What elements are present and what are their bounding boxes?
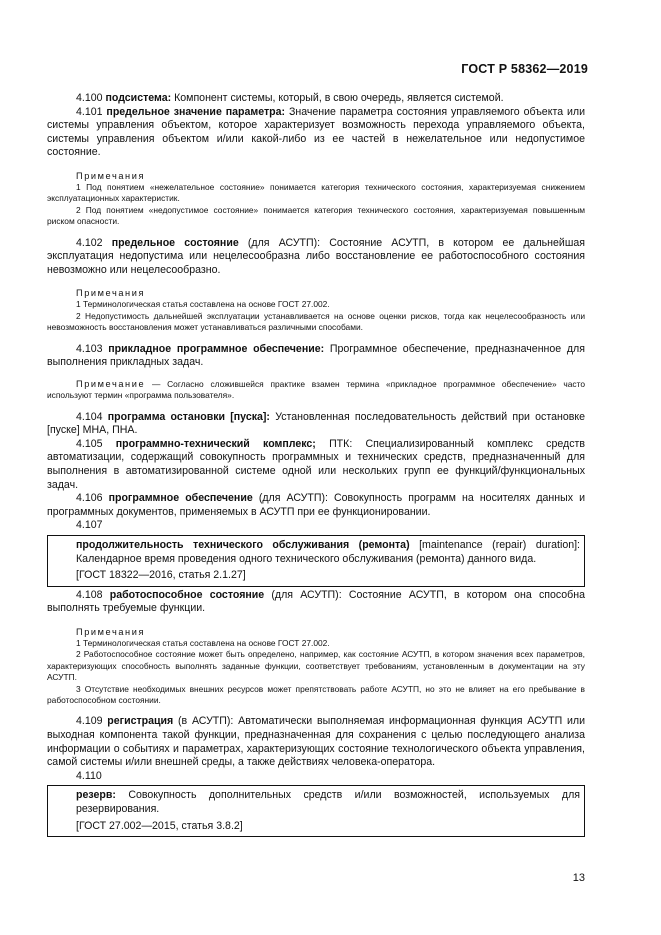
notes-title: Примечания bbox=[76, 626, 146, 637]
entry-number-4-107: 4.107 bbox=[76, 519, 103, 532]
note-label: Примечание bbox=[76, 378, 146, 389]
note-inline bbox=[47, 379, 585, 402]
note-item: 2 Недопустимость дальнейшей эксплуатации устанавливается на основе оценки рисков, тогда как нецелесообразность или невозможность восстановления может устанавливаться различными способами. bbox=[47, 310, 585, 333]
entry-4-101 bbox=[47, 106, 585, 160]
notes-title: Примечания bbox=[76, 170, 146, 181]
entry-4-100 bbox=[47, 92, 585, 106]
entry-number: 4.109 bbox=[76, 715, 103, 728]
entry-definition: Совокупность программ на носителях данных и программных документов, применяемых в АСУТП при ее функционировании. bbox=[47, 492, 585, 518]
entry-term: подсистема: bbox=[105, 92, 172, 104]
entry-definition: [maintenance (repair) duration]: Календарное время проведения одного технического обслуживания (ремонта) данного вида. bbox=[76, 538, 580, 565]
source-reference: [ГОСТ 18322—2016, статья 2.1.27] bbox=[76, 569, 246, 582]
entry-number: 4.101 bbox=[76, 105, 103, 118]
note-item: 1 Под понятием «нежелательное состояние» понимается категория технического состояния, характеризуемая снижением эксплуатационных характеристик. bbox=[47, 181, 585, 204]
boxed-definition bbox=[76, 539, 580, 566]
boxed-term-4-110 bbox=[47, 785, 585, 837]
notes-title: Примечания bbox=[76, 288, 146, 299]
entry-definition: Совокупность дополнительных средств и/или возможностей, используемых для резервирования. bbox=[76, 789, 580, 815]
entry-number: 4.106 bbox=[76, 492, 103, 505]
entry-qualifier: (для АСУТП): bbox=[247, 236, 321, 249]
entry-term: программа остановки [пуска]: bbox=[107, 410, 270, 423]
entry-4-104 bbox=[47, 411, 585, 438]
entry-number: 4.103 bbox=[76, 342, 103, 355]
entry-number: 4.105 bbox=[76, 437, 103, 450]
entry-4-109 bbox=[47, 715, 585, 769]
entry-qualifier: (для АСУТП): bbox=[258, 492, 328, 505]
entry-term: предельное состояние bbox=[111, 236, 239, 249]
note-item: 3 Отсутствие необходимых внешних ресурсов может препятствовать работе АСУТП, но это не влияет на его пребывание в работоспособном состоянии. bbox=[47, 683, 585, 705]
entry-term: программное обеспечение bbox=[108, 492, 253, 505]
entry-number: 4.108 bbox=[76, 588, 103, 601]
entry-qualifier: (в АСУТП): bbox=[178, 715, 234, 728]
entry-term: резерв: bbox=[76, 789, 116, 802]
entry-definition: Значение параметра состояния управляемого объекта или системы управления объектом, которое характеризует возможность перехода управляемого объекта, системы управления объектом и/или какой-либо из ее частей в нежелательное или недопустимое состояние. bbox=[47, 105, 585, 159]
boxed-term-4-107 bbox=[47, 535, 585, 587]
note-text: — Согласно сложившейся практике взамен термина «прикладное программное обеспечение» часто используют термин «программа пользователя». bbox=[47, 378, 586, 401]
entry-4-108 bbox=[47, 589, 585, 616]
page-number: 13 bbox=[572, 872, 585, 884]
note-item: 1 Терминологическая статья составлена на основе ГОСТ 27.002. bbox=[76, 299, 330, 310]
source-reference: [ГОСТ 27.002—2015, статья 3.8.2] bbox=[76, 819, 243, 832]
entry-number-4-110: 4.110 bbox=[76, 769, 102, 782]
note-item: 1 Терминологическая статья составлена на основе ГОСТ 27.002. bbox=[76, 637, 330, 648]
entry-term: продолжительность технического обслуживания (ремонта) bbox=[76, 538, 410, 551]
entry-4-103 bbox=[47, 343, 585, 370]
entry-number: 4.100 bbox=[76, 92, 103, 104]
entry-4-105 bbox=[47, 438, 585, 492]
entry-definition: ПТК: Специализированный комплекс средств автоматизации, содержащий совокупность программных и технических средств, предназначенный для выполнения в автоматизированной системе одной или нескольких групп ее функций/функциональных задач. bbox=[47, 437, 585, 491]
entry-qualifier: (для АСУТП): bbox=[271, 588, 342, 601]
entry-term: предельное значение параметра: bbox=[106, 105, 286, 118]
entry-term: регистрация bbox=[107, 715, 174, 728]
entry-definition: Состояние АСУТП, в котором она способна выполнять требуемые функции. bbox=[47, 588, 585, 615]
entry-term: программно-технический комплекс; bbox=[115, 437, 316, 450]
entry-term: прикладное программное обеспечение: bbox=[108, 342, 325, 355]
entry-number: 4.102 bbox=[76, 236, 103, 249]
entry-4-106 bbox=[47, 492, 585, 519]
entry-definition: Установленная последовательность действий при остановке [пуске] МНА, ПНА. bbox=[47, 410, 585, 437]
entry-term: работоспособное состояние bbox=[109, 588, 265, 601]
note-item: 2 Под понятием «недопустимое состояние» понимается категория технического состояния, характеризуемая повышенным риском опасности. bbox=[47, 204, 585, 227]
entry-definition: Программное обеспечение, предназначенное для выполнения прикладных задач. bbox=[47, 342, 585, 369]
entry-definition: Компонент системы, который, в свою очередь, является системой. bbox=[174, 92, 504, 104]
entry-definition: Состояние АСУТП, в котором ее дальнейшая эксплуатация недопустима или нецелесообразна либо восстановление ее работоспособного состояния невозможно или нецелесообразно. bbox=[47, 236, 585, 276]
entry-number: 4.104 bbox=[76, 410, 103, 423]
boxed-definition bbox=[76, 789, 580, 816]
entry-4-102 bbox=[47, 237, 585, 278]
document-code-header: ГОСТ Р 58362—2019 bbox=[461, 62, 588, 76]
document-body bbox=[47, 92, 585, 839]
note-item: 2 Работоспособное состояние может быть определено, например, как состояние АСУТП, в котором значения всех параметров, характеризующих способность выполнять заданные функции, соответствует требованиям, установленным в документации на эту АСУТП. bbox=[47, 649, 585, 683]
entry-definition: Автоматически выполняемая информационная функция АСУТП или выходная компонента такой функции, предназначенная для сохранения с целью последующего анализа информации о событиях и параметрах, характеризующих состояние технологического объекта управления, самой системы и/или внешней среды, а также действиях человека-оператора. bbox=[47, 715, 585, 769]
